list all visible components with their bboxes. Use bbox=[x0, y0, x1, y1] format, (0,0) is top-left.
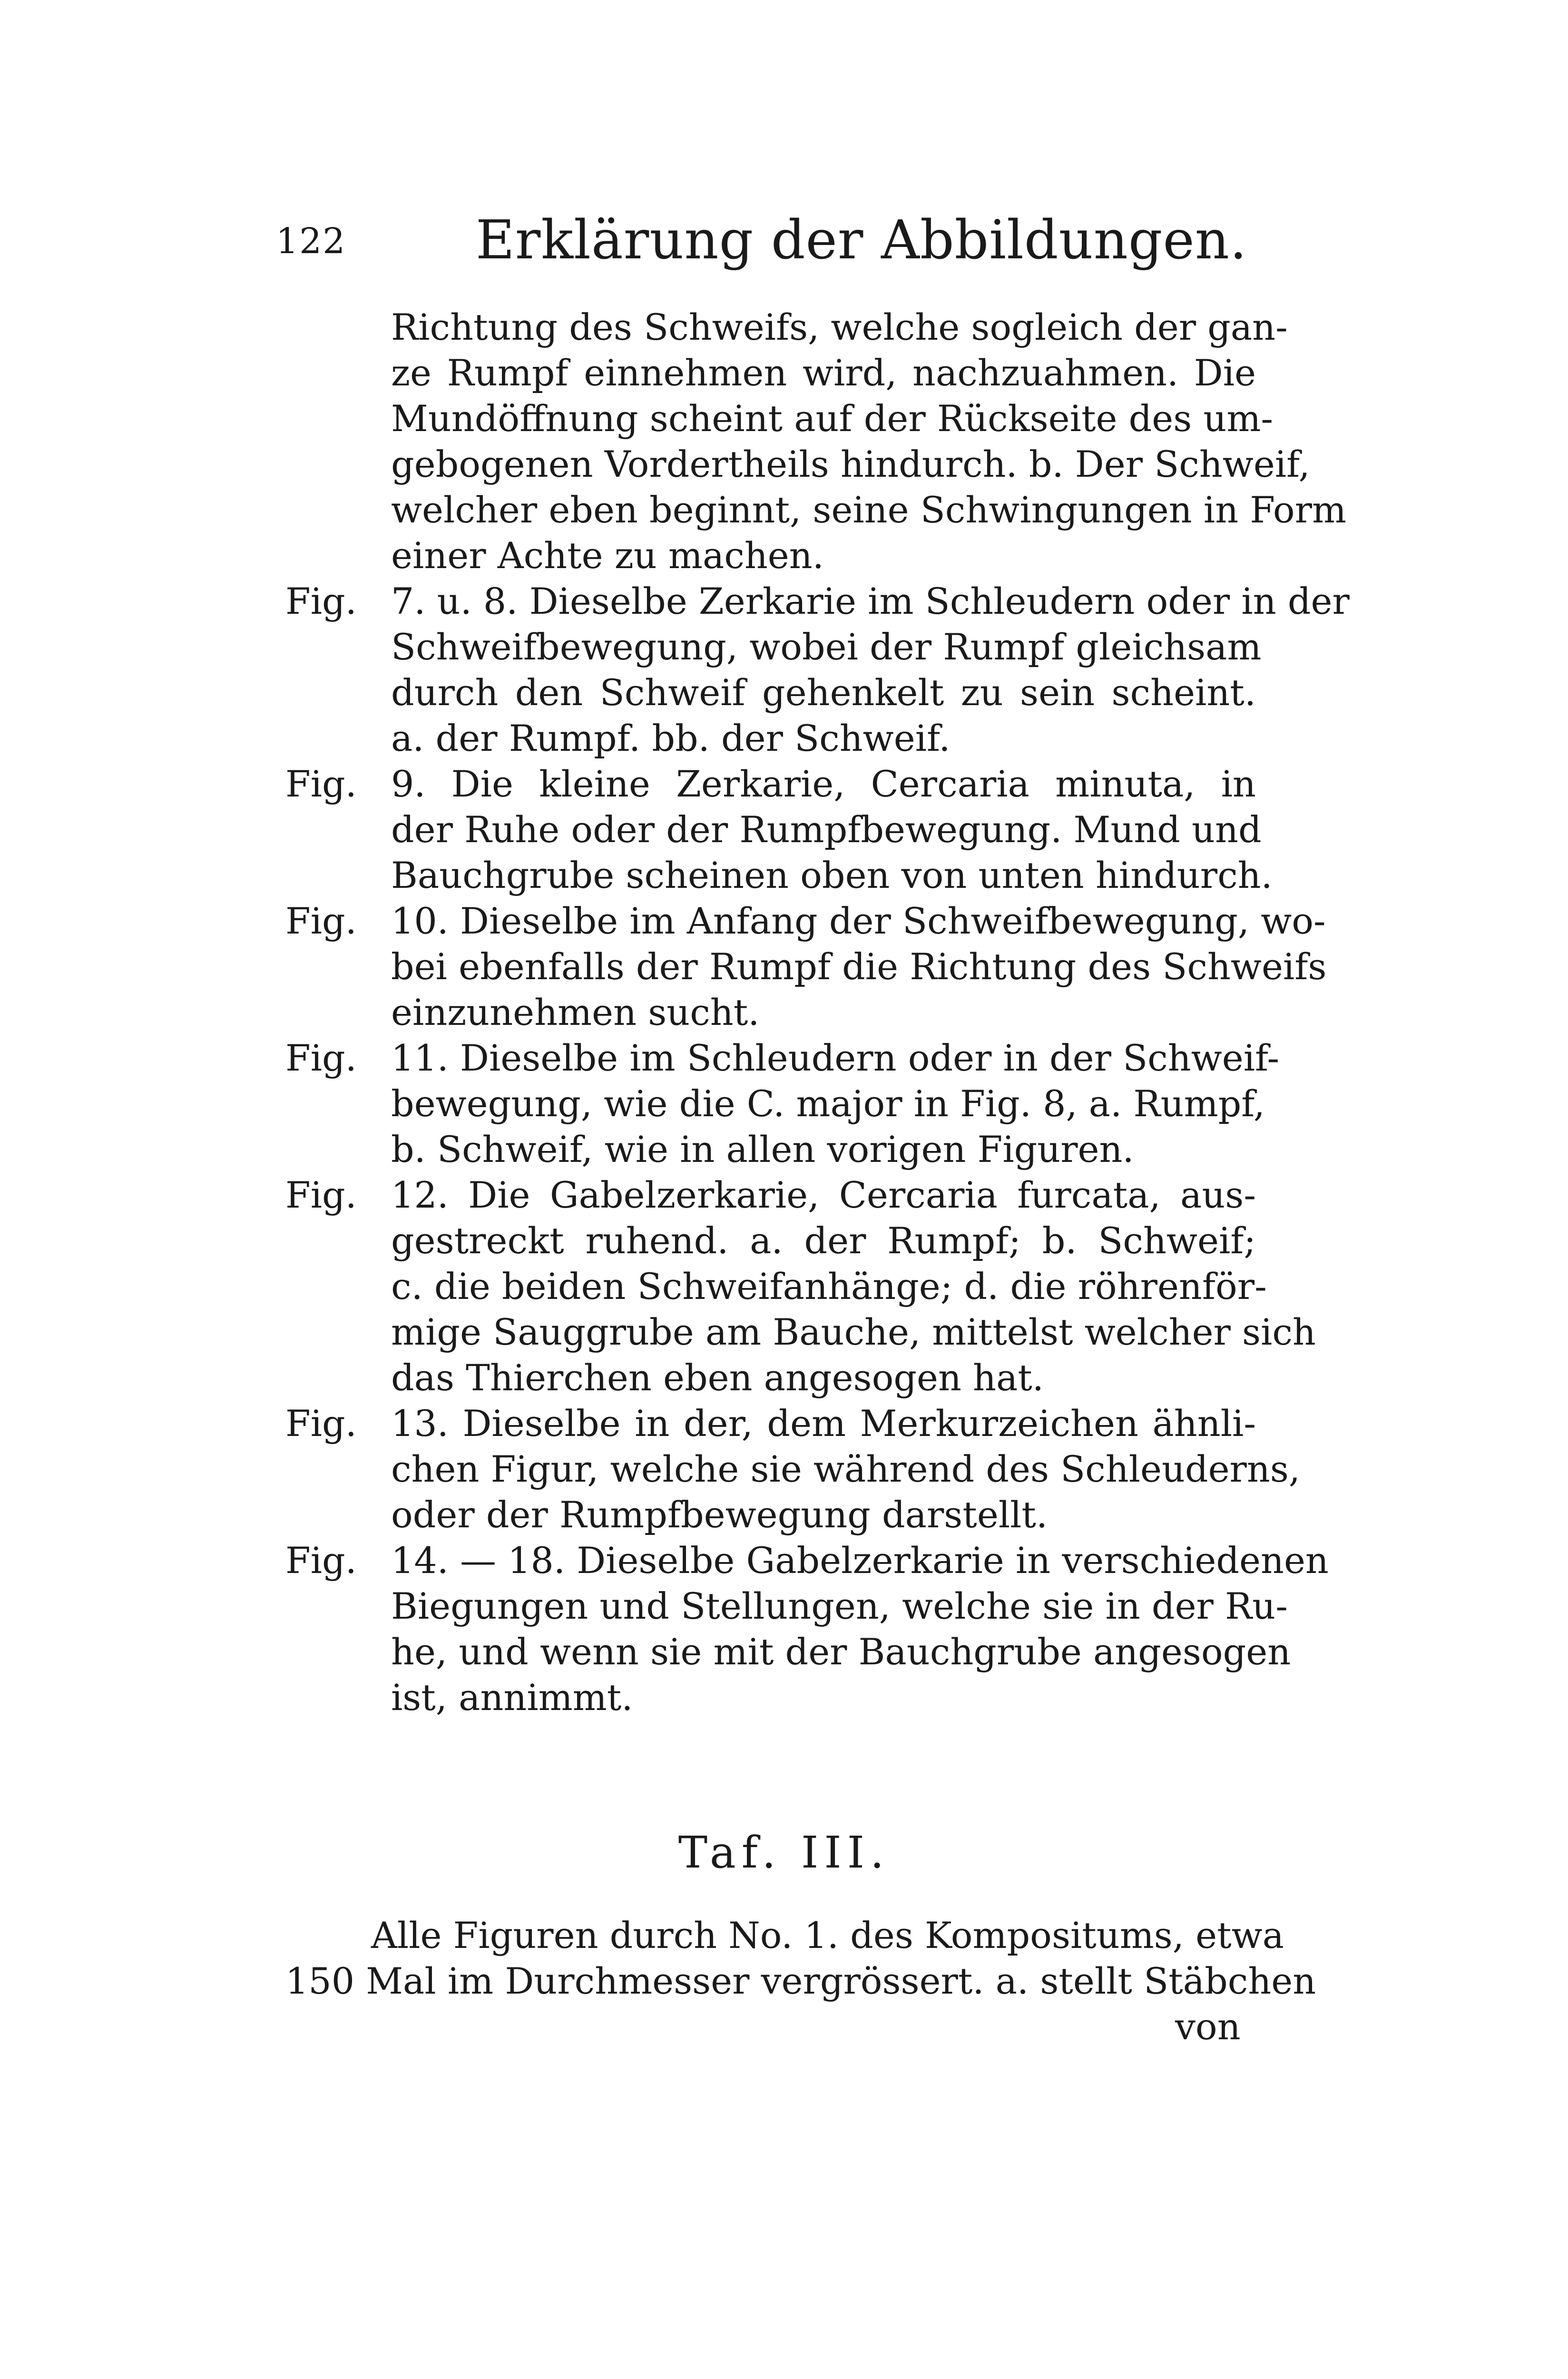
text-line: ze Rumpf einnehmen wird, nachzuahmen. Die bbox=[391, 352, 1256, 394]
running-title: Erklärung der Abbildungen. bbox=[476, 209, 1247, 271]
text-line: 13. Dieselbe in der, dem Merkurzeichen ähnli- bbox=[391, 1402, 1256, 1445]
text-line: 9. Die kleine Zerkarie, Cercaria minuta, in bbox=[391, 763, 1256, 805]
text-line: Alle Figuren durch No. 1. des Kompositums, etwa bbox=[371, 1914, 1284, 1956]
fig-label: Fig. bbox=[285, 763, 357, 805]
text-line: der Ruhe oder der Rumpfbewegung. Mund und bbox=[391, 808, 1262, 851]
text-line: bei ebenfalls der Rumpf die Richtung des Schweifs bbox=[391, 945, 1327, 988]
text-line: einer Achte zu machen. bbox=[391, 534, 824, 577]
fig-label: Fig. bbox=[285, 1037, 357, 1079]
text-line: 11. Dieselbe im Schleudern oder in der Schweif- bbox=[391, 1037, 1280, 1079]
text-line: a. der Rumpf. bb. der Schweif. bbox=[391, 717, 951, 759]
fig-label: Fig. bbox=[285, 900, 357, 942]
text-line: Schweifbewegung, wobei der Rumpf gleichsam bbox=[391, 626, 1262, 668]
text-line: mige Sauggrube am Bauche, mittelst welcher sich bbox=[391, 1311, 1316, 1353]
text-line: he, und wenn sie mit der Bauchgrube angesogen bbox=[391, 1631, 1291, 1673]
fig-label: Fig. bbox=[285, 1402, 357, 1445]
page-number: 122 bbox=[276, 221, 346, 262]
text-line: Bauchgrube scheinen oben von unten hindurch. bbox=[391, 854, 1273, 896]
text-line: welcher eben beginnt, seine Schwingungen in Form bbox=[391, 489, 1347, 531]
text-line: Biegungen und Stellungen, welche sie in der Ru- bbox=[391, 1585, 1288, 1627]
text-line: 10. Dieselbe im Anfang der Schweifbewegung, wo- bbox=[391, 900, 1326, 942]
fig-label: Fig. bbox=[285, 1174, 357, 1216]
section-heading: Taf. III. bbox=[678, 1827, 890, 1878]
text-line: durch den Schweif gehenkelt zu sein scheint. bbox=[391, 671, 1256, 714]
text-line: oder der Rumpfbewegung darstellt. bbox=[391, 1494, 1048, 1536]
text-line: Mundöffnung scheint auf der Rückseite des um- bbox=[391, 397, 1274, 440]
text-line: ist, annimmt. bbox=[391, 1676, 633, 1719]
text-line: Richtung des Schweifs, welche sogleich der gan- bbox=[391, 306, 1288, 348]
text-line: bewegung, wie die C. major in Fig. 8, a. Rumpf, bbox=[391, 1082, 1265, 1125]
text-line: 12. Die Gabelzerkarie, Cercaria furcata, aus- bbox=[391, 1174, 1256, 1216]
text-line: b. Schweif, wie in allen vorigen Figuren. bbox=[391, 1128, 1134, 1170]
page-header bbox=[276, 209, 1280, 276]
text-line: c. die beiden Schweifanhänge; d. die röhrenför- bbox=[391, 1265, 1267, 1307]
fig-label: Fig. bbox=[285, 1539, 357, 1582]
text-line: 14. — 18. Dieselbe Gabelzerkarie in verschiedenen bbox=[391, 1539, 1329, 1582]
text-line: chen Figur, welche sie während des Schleuderns, bbox=[391, 1448, 1300, 1490]
text-line: das Thierchen eben angesogen hat. bbox=[391, 1357, 1044, 1399]
text-line: einzunehmen sucht. bbox=[391, 991, 760, 1033]
text-line: gestreckt ruhend. a. der Rumpf; b. Schweif; bbox=[391, 1219, 1256, 1262]
text-line: gebogenen Vordertheils hindurch. b. Der Schweif, bbox=[391, 443, 1310, 485]
text-line: 7. u. 8. Dieselbe Zerkarie im Schleudern oder in der bbox=[391, 580, 1350, 622]
fig-label: Fig. bbox=[285, 580, 357, 622]
catchword: von bbox=[1175, 2005, 1241, 2048]
text-line: 150 Mal im Durchmesser vergrössert. a. stellt Stäbchen bbox=[285, 1960, 1316, 2002]
